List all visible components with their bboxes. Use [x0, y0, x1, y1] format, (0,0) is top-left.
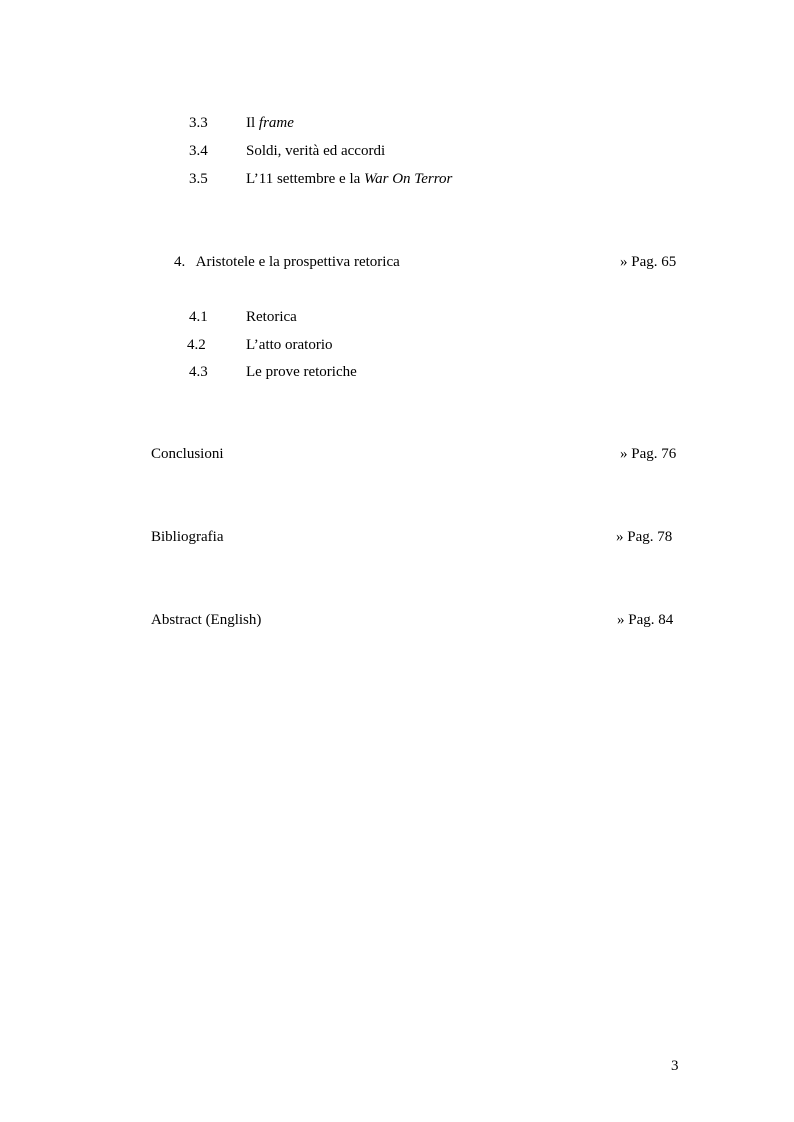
toc-page-ref: » Pag. 65	[620, 254, 677, 270]
toc-section-title: Abstract (English)	[151, 612, 262, 628]
toc-entry-number: 4.2	[187, 337, 206, 353]
toc-entry-number: 3.3	[189, 115, 208, 131]
toc-entry-number: 4.3	[189, 364, 208, 380]
toc-entry-number: 3.4	[189, 143, 208, 159]
toc-entry-number: 3.5	[189, 171, 208, 187]
toc-entry-label: Il frame	[246, 115, 294, 131]
toc-entry-label: Retorica	[246, 309, 297, 325]
toc-page-ref: » Pag. 76	[620, 446, 677, 462]
toc-section-title: Conclusioni	[151, 446, 224, 462]
toc-entry-label: L’11 settembre e la War On Terror	[246, 171, 453, 187]
toc-chapter-title: 4. Aristotele e la prospettiva retorica	[174, 254, 400, 270]
toc-entry-label: Soldi, verità ed accordi	[246, 143, 386, 159]
toc-entry-label: Le prove retoriche	[246, 364, 357, 380]
toc-section-title: Bibliografia	[151, 529, 224, 545]
toc-entry-label: L’atto oratorio	[246, 337, 333, 353]
toc-entry-number: 4.1	[189, 309, 208, 325]
toc-page-ref: » Pag. 84	[617, 612, 674, 628]
toc-page-ref: » Pag. 78	[616, 529, 673, 545]
page-number: 3	[671, 1058, 679, 1074]
